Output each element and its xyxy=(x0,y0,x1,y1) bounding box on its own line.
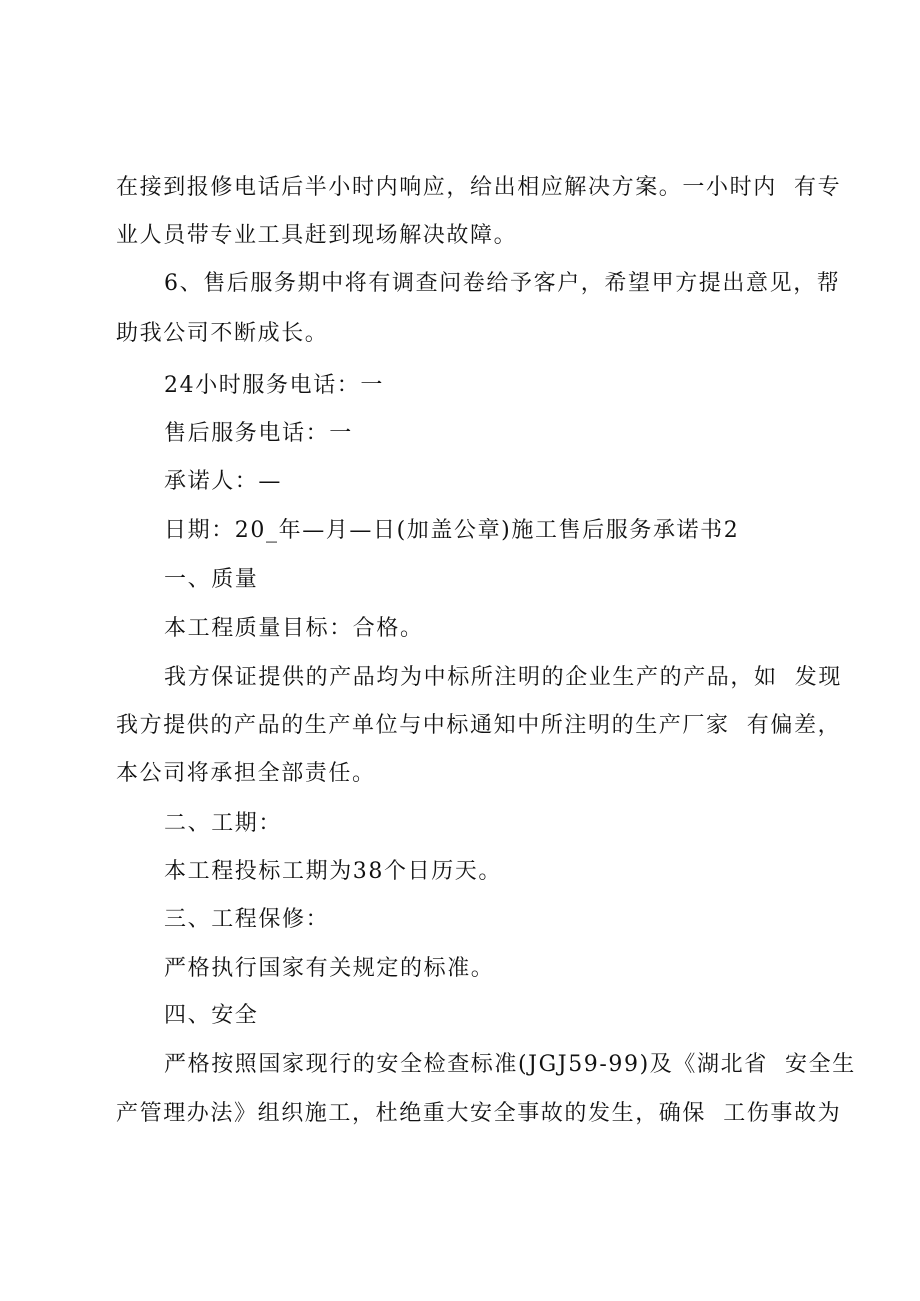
paragraph-line: 售后服务电话：一 xyxy=(164,421,353,446)
paragraph-line: 本工程投标工期为38个日历天。 xyxy=(164,859,502,884)
paragraph-line: 6、售后服务期中将有调查问卷给予客户，希望甲方提出意见，帮 xyxy=(164,271,841,296)
paragraph-line: 严格执行国家有关规定的标准。 xyxy=(164,956,495,981)
section-heading: 四、安全 xyxy=(164,1003,259,1028)
section-heading: 三、工程保修： xyxy=(164,907,330,932)
paragraph-line: 我方提供的产品的生产单位与中标通知中所注明的生产厂家 有偏差， xyxy=(116,713,842,738)
section-heading: 一、质量 xyxy=(164,567,259,592)
paragraph-line: 24小时服务电话：一 xyxy=(164,373,384,398)
paragraph-line: 产管理办法》组织施工，杜绝重大安全事故的发生，确保 工伤事故为 xyxy=(116,1101,842,1126)
paragraph-line: 严格按照国家现行的安全检查标准(JGJ59-99)及《湖北省 安全生 xyxy=(164,1052,856,1077)
paragraph-line: 承诺人：— xyxy=(164,469,283,494)
paragraph-line: 我方保证提供的产品均为中标所注明的企业生产的产品，如 发现 xyxy=(164,665,842,690)
paragraph-line: 日期：20_年—月—日(加盖公章)施工售后服务承诺书2 xyxy=(164,518,740,543)
section-heading: 二、工期： xyxy=(164,811,283,836)
paragraph-line: 助我公司不断成长。 xyxy=(116,321,329,346)
paragraph-line: 在接到报修电话后半小时内响应，给出相应解决方案。一小时内 有专 xyxy=(116,175,842,200)
paragraph-line: 业人员带专业工具赶到现场解决故障。 xyxy=(116,223,518,248)
paragraph-line: 本工程质量目标：合格。 xyxy=(164,616,424,641)
paragraph-line: 本公司将承担全部责任。 xyxy=(116,761,376,786)
